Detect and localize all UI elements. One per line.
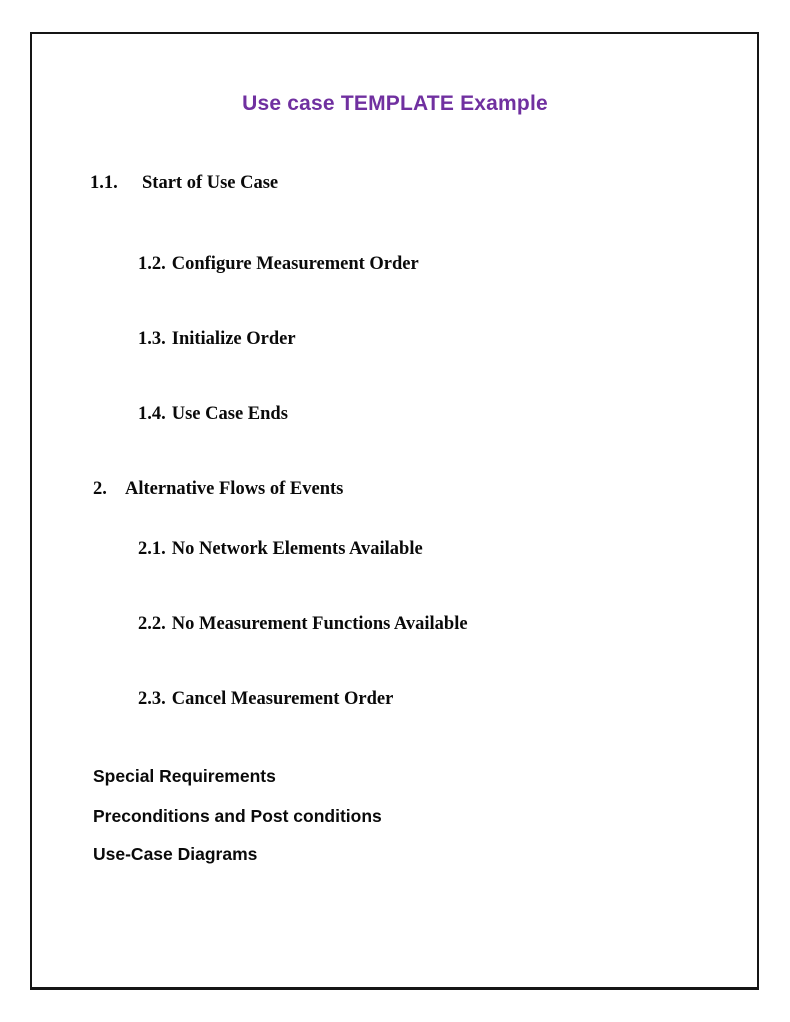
outline-item-1-3 xyxy=(138,328,296,351)
outline-label: Alternative Flows of Events xyxy=(125,479,344,499)
outline-label: Start of Use Case xyxy=(142,173,279,193)
outline-number: 1.2. xyxy=(138,254,166,274)
outline-number: 2. xyxy=(93,479,107,499)
outline-label: Use Case Ends xyxy=(171,404,288,424)
outline-number: 1.3. xyxy=(138,329,166,349)
page-title: Use case TEMPLATE Example xyxy=(242,92,548,115)
outline-label: No Measurement Functions Available xyxy=(171,614,468,634)
outline-item-2 xyxy=(93,478,343,501)
outline-label: Initialize Order xyxy=(171,329,296,349)
outline-number: 2.1. xyxy=(138,539,166,559)
outline-item-1-2 xyxy=(138,253,419,276)
outline-item-1-4 xyxy=(138,403,288,426)
section-heading-special-requirements: Special Requirements xyxy=(93,766,276,786)
outline-number: 2.3. xyxy=(138,689,166,709)
outline-label: Configure Measurement Order xyxy=(171,254,419,274)
outline-number: 1.1. xyxy=(90,173,118,193)
outline-item-2-1 xyxy=(138,538,423,561)
outline-item-2-2 xyxy=(138,613,468,636)
outline-number: 1.4. xyxy=(138,404,166,424)
outline-number: 2.2. xyxy=(138,614,166,634)
section-heading-preconditions-postconditions: Preconditions and Post conditions xyxy=(93,806,382,826)
section-heading-use-case-diagrams: Use-Case Diagrams xyxy=(93,844,258,864)
outline-item-2-3 xyxy=(138,688,393,711)
outline-item-1-1 xyxy=(90,172,278,195)
outline-label: Cancel Measurement Order xyxy=(171,689,394,709)
outline-label: No Network Elements Available xyxy=(171,539,423,559)
